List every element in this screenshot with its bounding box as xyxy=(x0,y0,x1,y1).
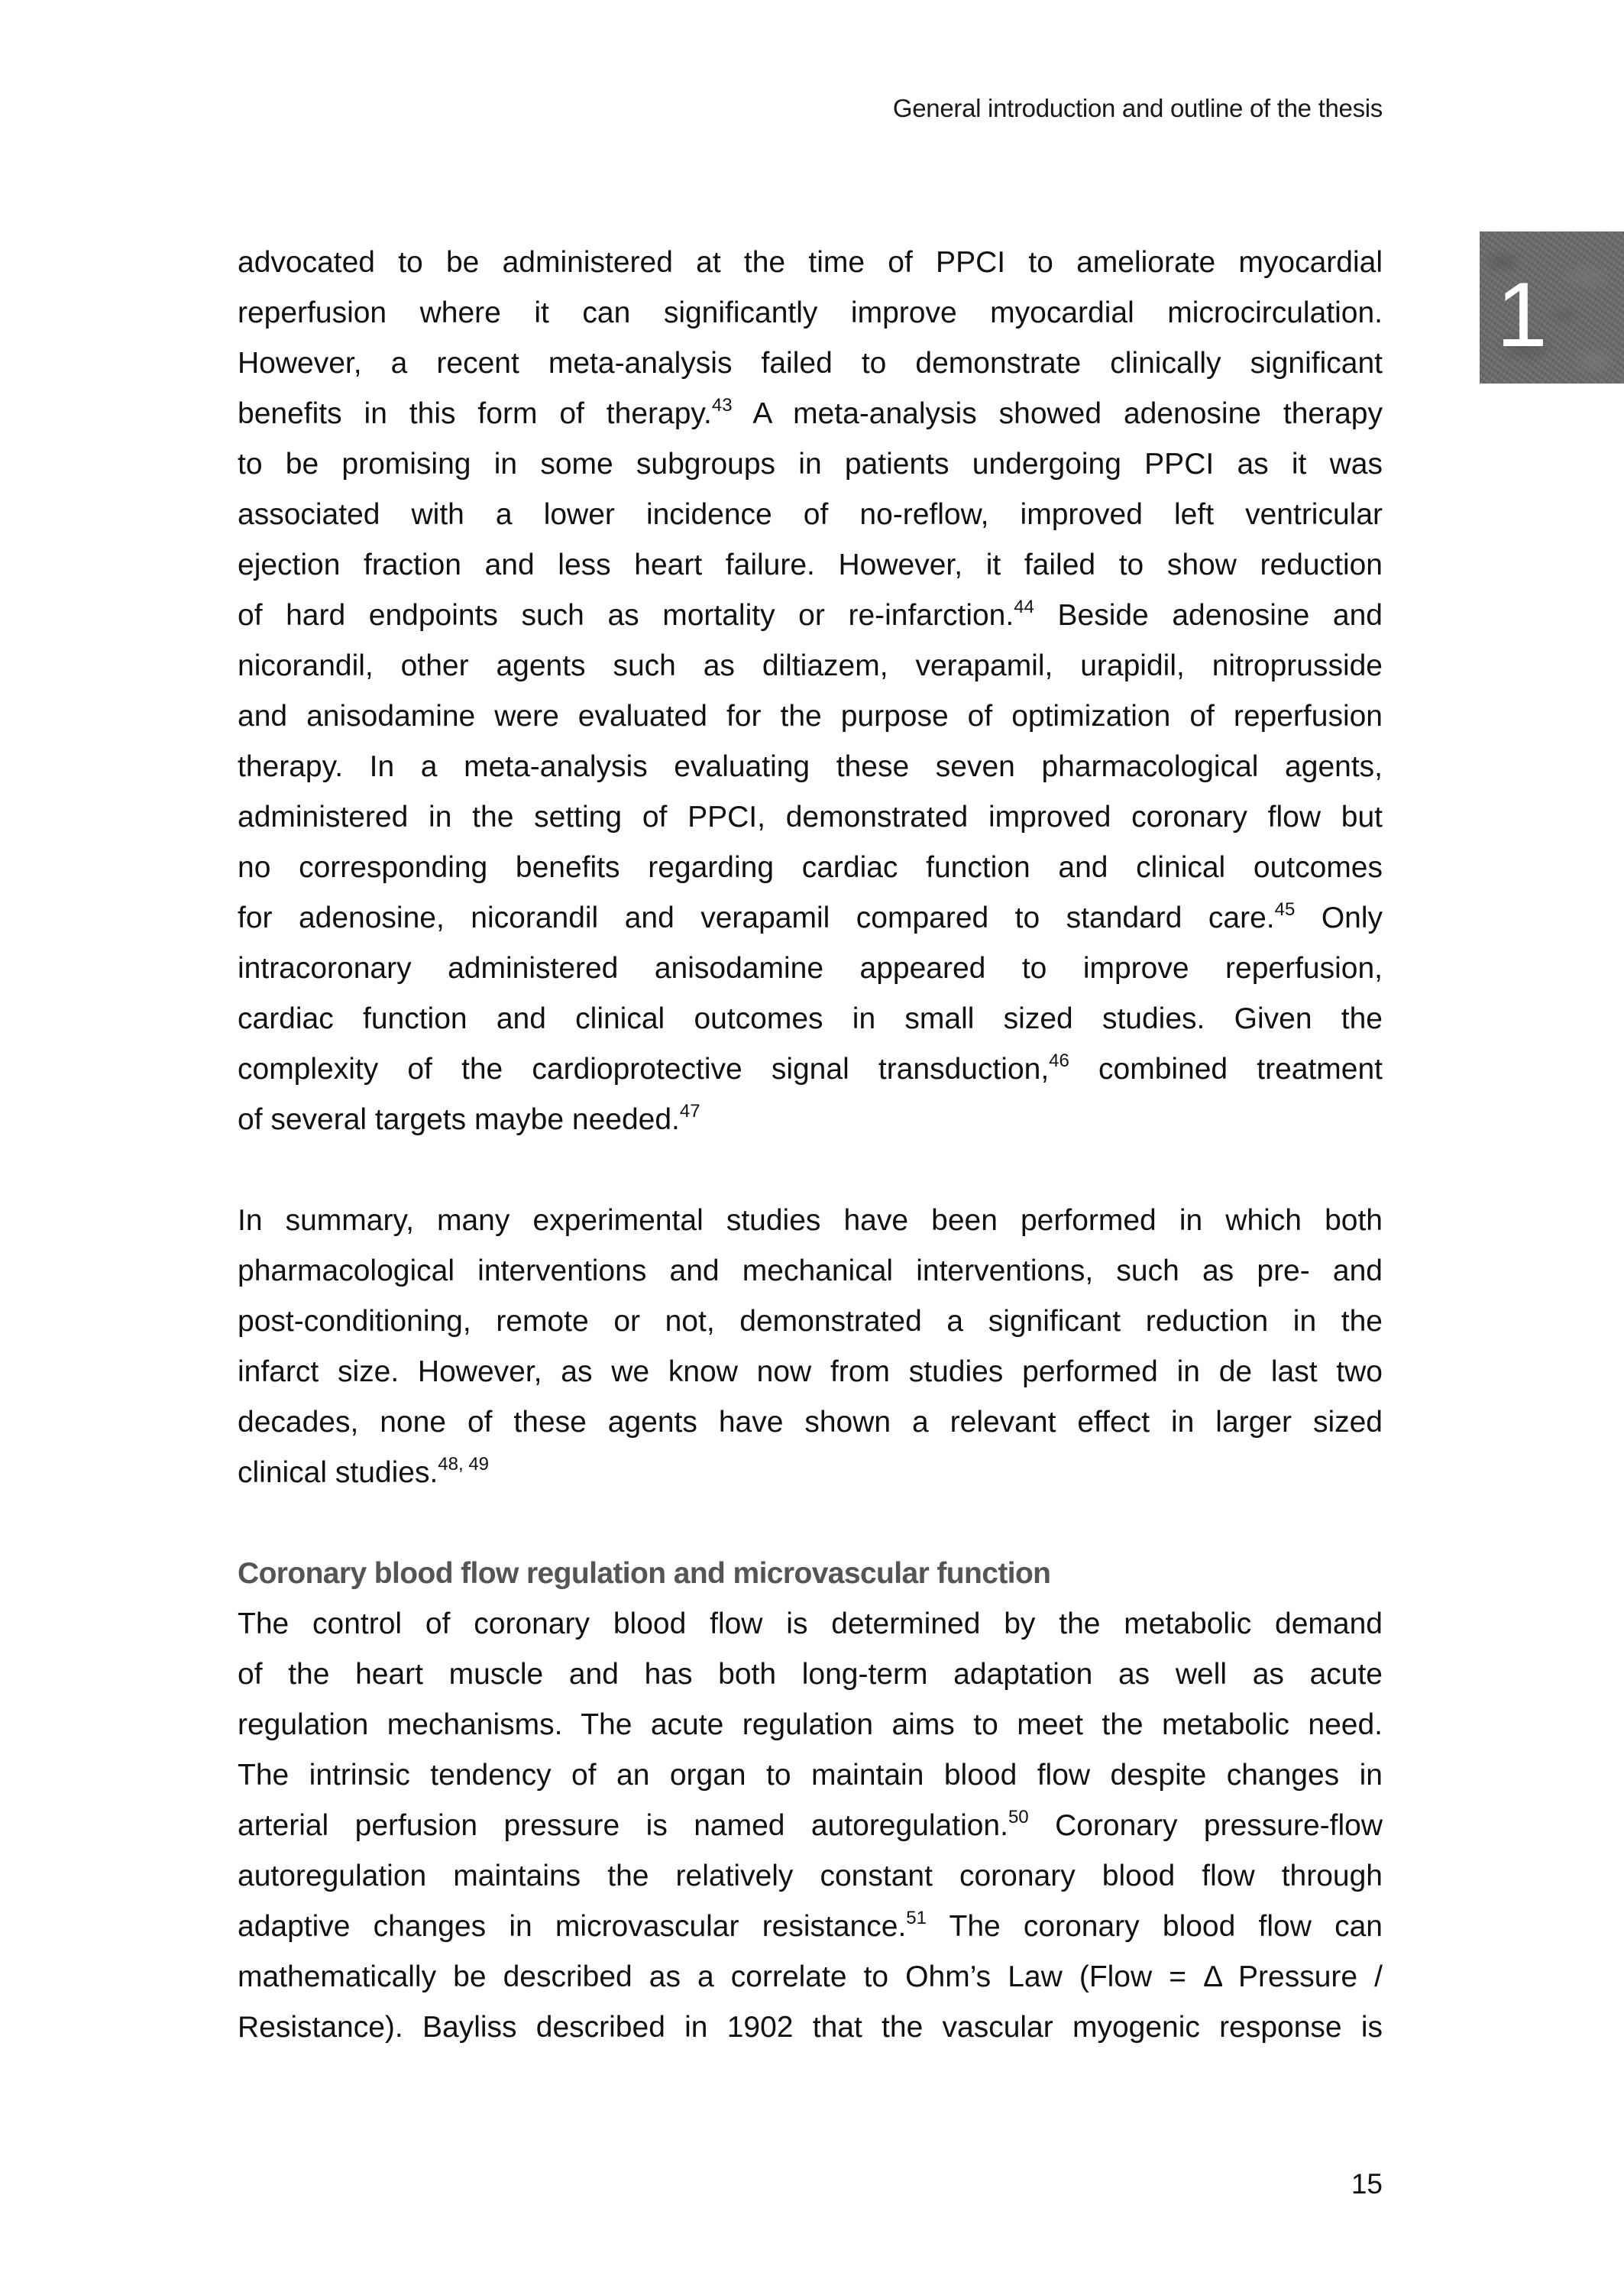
line-text: clinical studies. xyxy=(238,1456,438,1489)
citation-superscript: 44 xyxy=(1014,597,1034,617)
line-text: administered in the setting of PPCI, demonstrated improved coronary flow but xyxy=(238,801,1383,834)
paragraph-reperfusion-agents xyxy=(238,238,1383,1145)
text-line xyxy=(238,1044,1383,1095)
chapter-tab xyxy=(1480,231,1624,384)
line-text: regulation mechanisms. The acute regulation aims to meet the metabolic need. xyxy=(238,1708,1383,1741)
text-line xyxy=(238,1700,1383,1750)
line-text: of several targets maybe needed. xyxy=(238,1103,680,1136)
text-line xyxy=(238,1095,1383,1145)
line-text: The intrinsic tendency of an organ to maintain blood flow despite changes in xyxy=(238,1759,1383,1792)
line-text: advocated to be administered at the time of PPCI to ameliorate myocardial xyxy=(238,246,1383,279)
text-line xyxy=(238,1851,1383,1902)
text-line xyxy=(238,792,1383,843)
line-text: Beside adenosine and xyxy=(1034,599,1383,632)
paragraph-spacer xyxy=(238,1498,1383,1549)
text-line xyxy=(238,893,1383,944)
citation-superscript: 51 xyxy=(906,1908,927,1928)
line-text: decades, none of these agents have shown a relevant effect in larger sized xyxy=(238,1406,1383,1439)
line-text: cardiac function and clinical outcomes in small sized studies. Given the xyxy=(238,1002,1383,1035)
citation-superscript: 48, 49 xyxy=(438,1454,490,1475)
text-line xyxy=(238,338,1383,389)
citation-superscript: 45 xyxy=(1274,899,1296,920)
text-line xyxy=(238,1750,1383,1801)
citation-superscript: 43 xyxy=(711,395,733,416)
citation-superscript: 50 xyxy=(1008,1807,1029,1827)
line-text: Coronary pressure-flow xyxy=(1028,1809,1383,1842)
text-line xyxy=(238,1297,1383,1347)
line-text: therapy. In a meta-analysis evaluating these seven pharmacological agents, xyxy=(238,750,1383,783)
text-line xyxy=(238,439,1383,490)
text-line xyxy=(238,1196,1383,1246)
text-line xyxy=(238,1649,1383,1700)
line-text: mathematically be described as a correlate to Ohm’s Law (Flow = Δ Pressure / xyxy=(238,1960,1383,1993)
line-text: of hard endpoints such as mortality or re-infarction. xyxy=(238,599,1014,632)
section-coronary-flow xyxy=(238,1549,1383,2053)
line-text: benefits in this form of therapy. xyxy=(238,397,712,430)
line-text: reperfusion where it can significantly improve myocardial microcirculation. xyxy=(238,296,1383,329)
line-text: arterial perfusion pressure is named autoregulation. xyxy=(238,1809,1008,1842)
text-line xyxy=(238,2002,1383,2053)
text-line xyxy=(238,641,1383,691)
line-text: A meta-analysis showed adenosine therapy xyxy=(732,397,1383,430)
line-text: In summary, many experimental studies have been performed in which both xyxy=(238,1204,1383,1237)
line-text: autoregulation maintains the relatively constant coronary blood flow through xyxy=(238,1860,1383,1892)
line-text: ejection fraction and less heart failure. However, it failed to show reduction xyxy=(238,549,1383,581)
text-line xyxy=(238,288,1383,338)
text-line xyxy=(238,944,1383,994)
citation-superscript: 46 xyxy=(1049,1050,1069,1071)
text-line xyxy=(238,238,1383,288)
text-line xyxy=(238,389,1383,439)
line-text: combined treatment xyxy=(1069,1053,1383,1086)
line-text: post-conditioning, remote or not, demonstrated a significant reduction in the xyxy=(238,1305,1383,1338)
text-line xyxy=(238,540,1383,591)
text-line xyxy=(238,1952,1383,2002)
line-text: The control of coronary blood flow is determined by the metabolic demand xyxy=(238,1607,1383,1640)
text-line xyxy=(238,591,1383,641)
body-text xyxy=(238,238,1383,2053)
text-line xyxy=(238,1397,1383,1448)
text-line xyxy=(238,994,1383,1044)
line-text: Only xyxy=(1295,902,1383,934)
line-text: for adenosine, nicorandil and verapamil compared to standard care. xyxy=(238,902,1275,934)
running-header: General introduction and outline of the thesis xyxy=(892,94,1383,122)
line-text: adaptive changes in microvascular resistance. xyxy=(238,1910,907,1943)
line-text: nicorandil, other agents such as diltiazem, verapamil, urapidil, nitroprusside xyxy=(238,649,1383,682)
citation-superscript: 47 xyxy=(679,1101,700,1122)
text-line xyxy=(238,843,1383,893)
line-text: no corresponding benefits regarding cardiac function and clinical outcomes xyxy=(238,851,1383,884)
line-text: to be promising in some subgroups in patients undergoing PPCI as it was xyxy=(238,448,1383,481)
line-text: associated with a lower incidence of no-reflow, improved left ventricular xyxy=(238,498,1383,531)
line-text: However, a recent meta-analysis failed to demonstrate clinically significant xyxy=(238,347,1383,380)
text-line xyxy=(238,1347,1383,1397)
line-text: infarct size. However, as we know now from studies performed in de last two xyxy=(238,1355,1383,1388)
line-text: complexity of the cardioprotective signal transduction, xyxy=(238,1053,1050,1086)
text-line xyxy=(238,1246,1383,1297)
line-text: intracoronary administered anisodamine appeared to improve reperfusion, xyxy=(238,952,1383,985)
text-line xyxy=(238,490,1383,540)
section-heading: Coronary blood flow regulation and microvascular function xyxy=(238,1557,1051,1590)
paragraph-summary xyxy=(238,1196,1383,1498)
text-line xyxy=(238,1902,1383,1952)
line-text: of the heart muscle and has both long-term adaptation as well as acute xyxy=(238,1658,1383,1691)
line-text: pharmacological interventions and mechanical interventions, such as pre- and xyxy=(238,1254,1383,1287)
chapter-number: 1 xyxy=(1496,264,1548,366)
page-number: 15 xyxy=(1351,2168,1383,2200)
text-line xyxy=(238,1801,1383,1851)
line-text: and anisodamine were evaluated for the purpose of optimization of reperfusion xyxy=(238,700,1383,733)
text-line xyxy=(238,1448,1383,1498)
text-line xyxy=(238,742,1383,792)
paragraph-spacer xyxy=(238,1145,1383,1196)
line-text: The coronary blood flow can xyxy=(926,1910,1383,1943)
text-line xyxy=(238,1599,1383,1649)
line-text: Resistance). Bayliss described in 1902 that the vascular myogenic response is xyxy=(238,2011,1383,2044)
text-line xyxy=(238,691,1383,742)
